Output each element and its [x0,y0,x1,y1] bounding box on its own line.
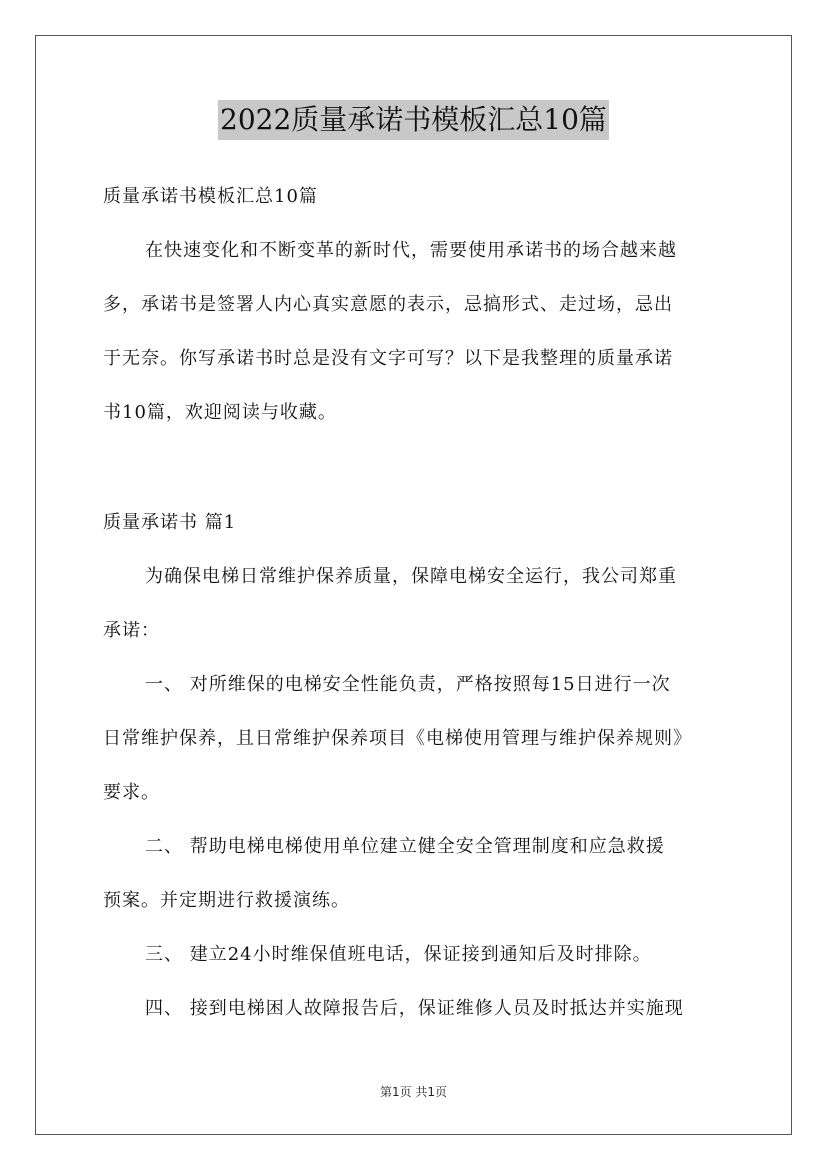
section-line: 一、 对所维保的电梯安全性能负责，严格按照每15日进行一次 [145,674,671,695]
section-line: 承诺： [103,620,160,641]
section-line: 预案。并定期进行救援演练。 [103,890,350,911]
section-line: 为确保电梯日常维护保养质量，保障电梯安全运行，我公司郑重 [145,566,677,587]
title-container [0,100,827,140]
section-heading: 质量承诺书 篇1 [103,512,237,533]
section-line: 二、 帮助电梯电梯使用单位建立健全安全管理制度和应急救援 [145,836,665,857]
document-subtitle: 质量承诺书模板汇总10篇 [103,186,318,207]
section-line: 要求。 [103,782,160,803]
intro-line: 在快速变化和不断变革的新时代，需要使用承诺书的场合越来越 [145,240,677,261]
section-line: 三、 建立24小时维保值班电话，保证接到通知后及时排除。 [145,944,652,965]
intro-line: 多，承诺书是签署人内心真实意愿的表示，忌搞形式、走过场，忌出 [103,294,673,315]
intro-line: 于无奈。你写承诺书时总是没有文字可写？以下是我整理的质量承诺 [103,348,673,369]
section-line: 日常维护保养，且日常维护保养项目《电梯使用管理与维护保养规则》 [103,728,692,749]
page-footer: 第1页 共1页 [379,1085,448,1099]
document-title: 2022质量承诺书模板汇总10篇 [218,100,609,140]
intro-line: 书10篇，欢迎阅读与收藏。 [103,402,337,423]
section-line: 四、 接到电梯困人故障报告后，保证维修人员及时抵达并实施现 [145,998,684,1019]
